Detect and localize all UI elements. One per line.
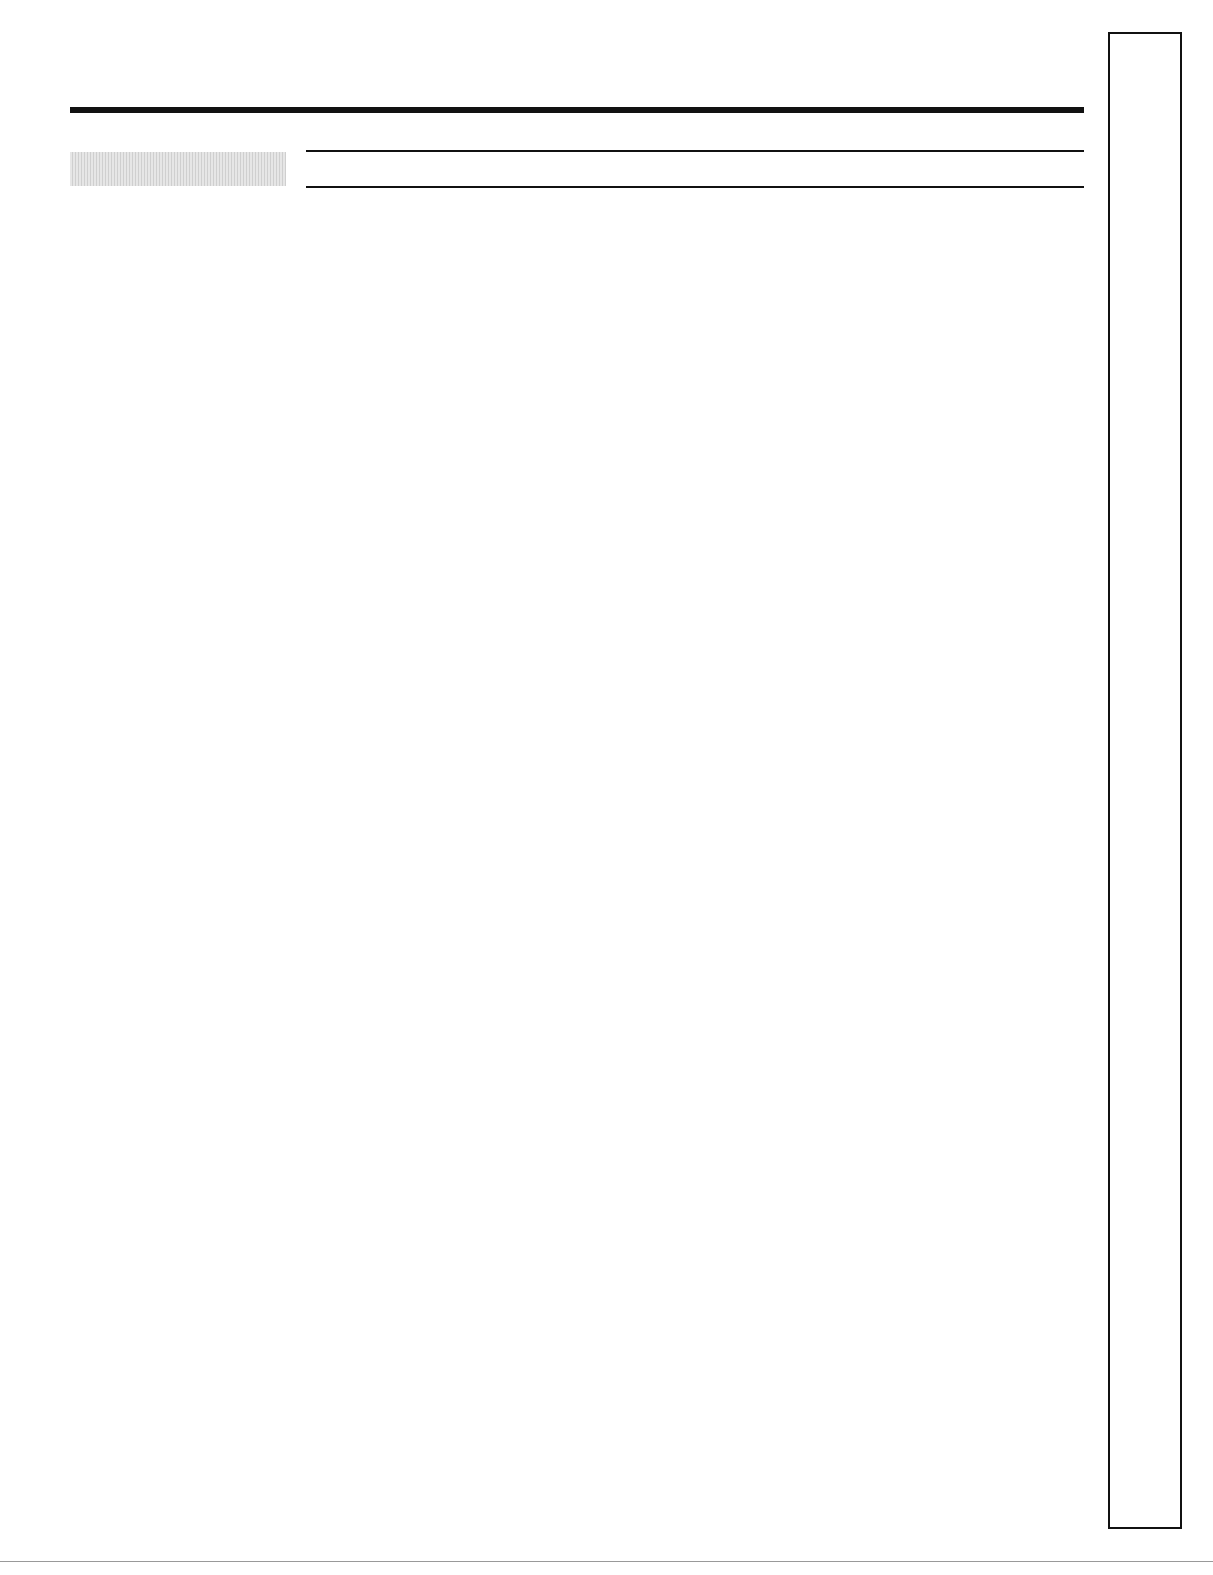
header-problem bbox=[70, 152, 286, 186]
top-rule bbox=[70, 107, 1084, 113]
section-tabs bbox=[1108, 32, 1182, 1529]
page-bottom-line bbox=[0, 1561, 1213, 1562]
header-rule-bottom bbox=[306, 186, 1084, 188]
header-rule-top bbox=[306, 150, 1084, 152]
table-header bbox=[70, 150, 1084, 188]
